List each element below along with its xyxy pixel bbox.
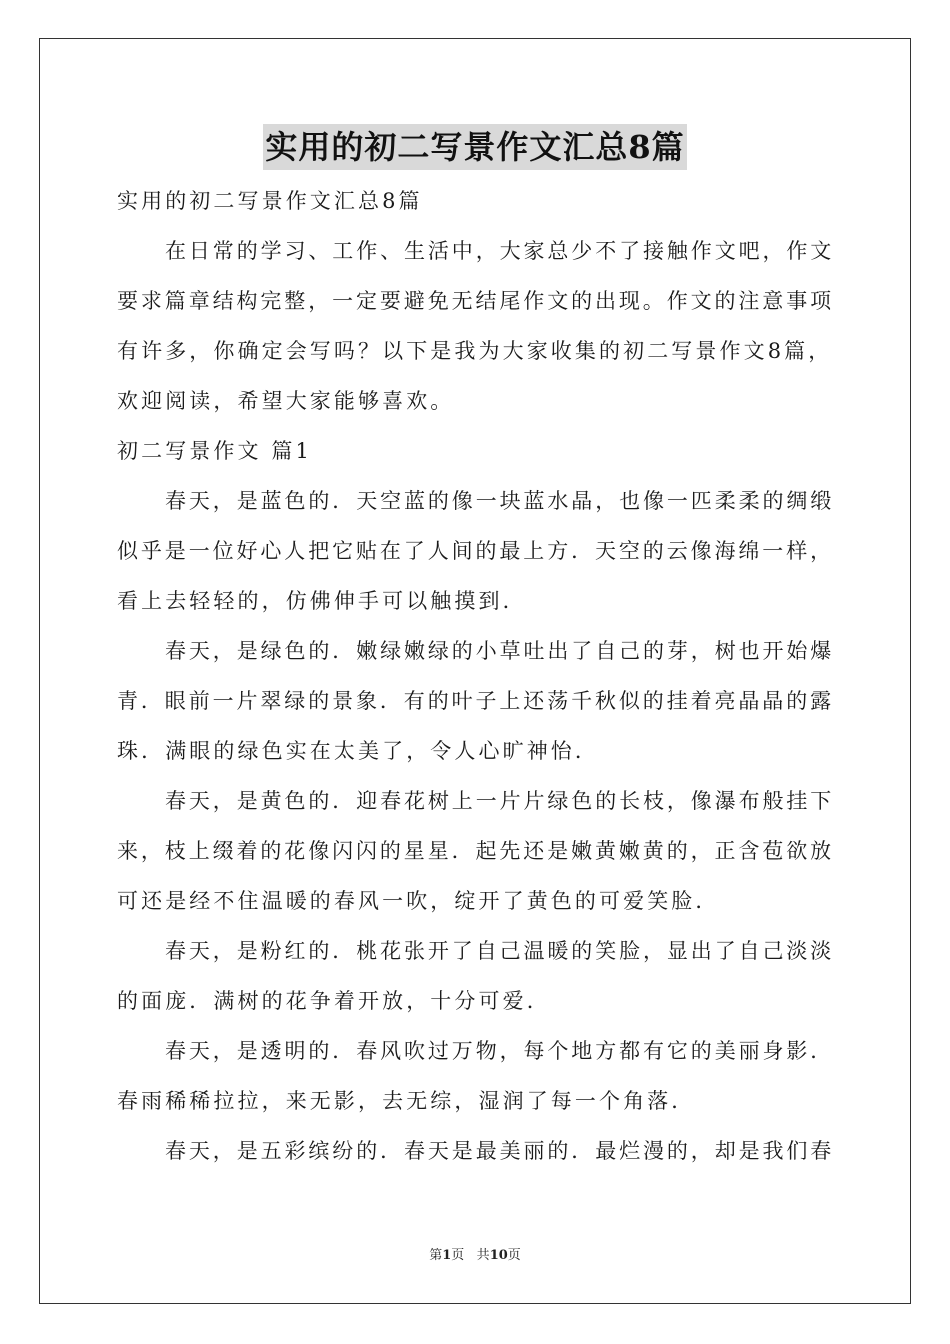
document-title: 实用的初二写景作文汇总8篇 bbox=[263, 124, 686, 170]
text-line: 看上去轻轻的，仿佛伸手可以触摸到． bbox=[117, 589, 527, 613]
text-line: 实用的初二写景作文汇总8篇 bbox=[117, 189, 423, 213]
text-line: 春天，是五彩缤纷的．春天是最美丽的．最烂漫的，却是我们春 bbox=[165, 1139, 835, 1163]
text-line: 珠．满眼的绿色实在太美了，令人心旷神怡． bbox=[117, 739, 599, 763]
text-line: 要求篇章结构完整，一定要避免无结尾作文的出现。作文的注意事项 bbox=[117, 289, 834, 313]
text-line: 的面庞．满树的花争着开放，十分可爱． bbox=[117, 989, 551, 1013]
page-suffix: 页 bbox=[451, 1248, 465, 1263]
total-pages: 10 bbox=[489, 1248, 508, 1263]
page-footer bbox=[0, 1246, 950, 1266]
text-line: 春雨稀稀拉拉，来无影，去无综，湿润了每一个角落． bbox=[117, 1089, 696, 1113]
title-container bbox=[0, 124, 950, 170]
text-line: 欢迎阅读，希望大家能够喜欢。 bbox=[117, 389, 455, 413]
document-body bbox=[117, 176, 837, 1176]
text-line: 有许多，你确定会写吗？以下是我为大家收集的初二写景作文8篇， bbox=[117, 339, 833, 363]
text-line: 在日常的学习、工作、生活中，大家总少不了接触作文吧，作文 bbox=[165, 239, 835, 263]
text-line: 春天，是蓝色的．天空蓝的像一块蓝水晶，也像一匹柔柔的绸缎 bbox=[165, 489, 835, 513]
text-line: 初二写景作文 篇1 bbox=[117, 439, 312, 463]
total-prefix: 共 bbox=[476, 1248, 490, 1263]
text-line: 春天，是黄色的．迎春花树上一片片绿色的长枝，像瀑布般挂下 bbox=[165, 789, 835, 813]
page-number: 1 bbox=[442, 1248, 452, 1263]
text-line: 春天，是透明的．春风吹过万物，每个地方都有它的美丽身影． bbox=[165, 1039, 835, 1063]
text-line: 春天，是粉红的．桃花张开了自己温暖的笑脸，显出了自己淡淡 bbox=[165, 939, 835, 963]
text-line: 可还是经不住温暖的春风一吹，绽开了黄色的可爱笑脸． bbox=[117, 889, 720, 913]
page-prefix: 第 bbox=[429, 1248, 443, 1263]
text-line: 似乎是一位好心人把它贴在了人间的最上方．天空的云像海绵一样， bbox=[117, 539, 834, 563]
total-suffix: 页 bbox=[507, 1248, 521, 1263]
text-line: 春天，是绿色的．嫩绿嫩绿的小草吐出了自己的芽，树也开始爆 bbox=[165, 639, 835, 663]
text-line: 来，枝上缀着的花像闪闪的星星．起先还是嫩黄嫩黄的，正含苞欲放 bbox=[117, 839, 834, 863]
text-line: 青．眼前一片翠绿的景象．有的叶子上还荡千秋似的挂着亮晶晶的露 bbox=[117, 689, 834, 713]
